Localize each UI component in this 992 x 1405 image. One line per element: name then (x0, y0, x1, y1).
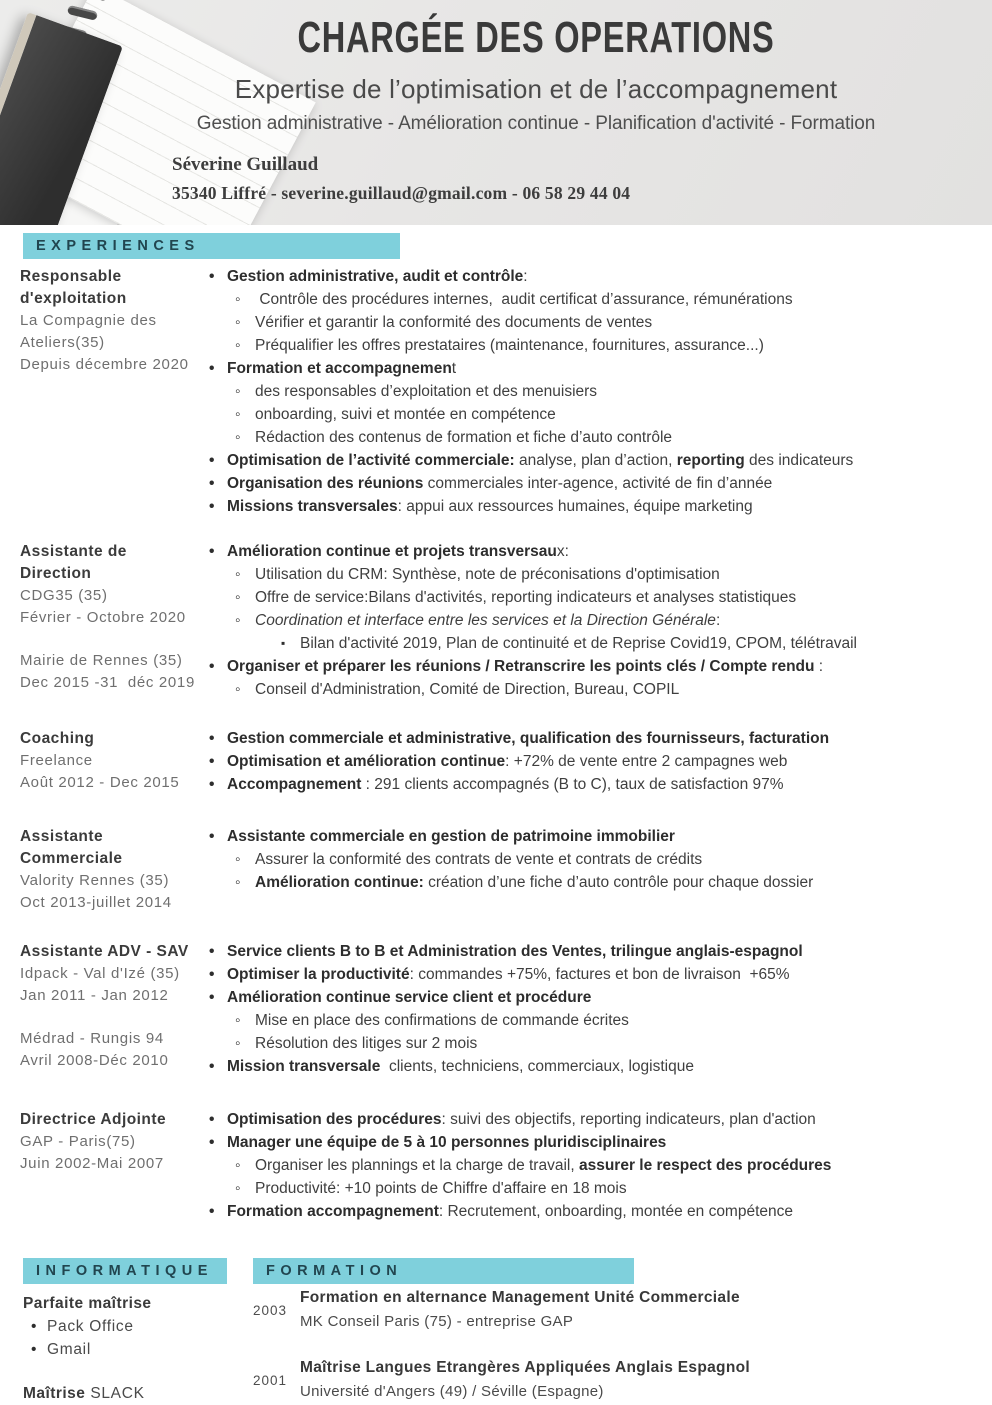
employer-group (20, 1028, 202, 1072)
informatique-level2 (23, 1382, 253, 1405)
text-segment: Vérifier et garantir la conformité des documents de ventes (255, 314, 653, 331)
experience-bullets (202, 1108, 992, 1223)
bullet-line (202, 1055, 992, 1078)
text-segment: des responsables d’exploitation et des menuisiers (255, 383, 598, 400)
text-segment: : suivi des objectifs, reporting indicateurs, plan d'action (441, 1111, 816, 1128)
bullet-line (202, 449, 992, 472)
bullet-line (202, 265, 992, 288)
employer-group (20, 1109, 202, 1175)
contact-line: 35340 Liffré - severine.guillaud@gmail.com - 06 58 29 44 04 (172, 183, 631, 203)
bullet-line (202, 1131, 992, 1154)
text-segment: Résolution des litiges sur 2 mois (255, 1035, 478, 1052)
bullet-line (202, 1200, 992, 1223)
experience-bullets (202, 540, 992, 701)
formation-row (253, 1357, 992, 1403)
text-segment: Organiser les plannings et la charge de travail, (255, 1157, 579, 1174)
informatique-level2-label: Maîtrise (23, 1385, 86, 1402)
job-detail: Jan 2011 - Jan 2012 (20, 987, 169, 1004)
text-segment: création d’une fiche d’auto contrôle pour chaque dossier (423, 874, 814, 891)
formation-text (300, 1287, 740, 1333)
experience-bullets (202, 727, 992, 796)
job-detail: Freelance (20, 752, 93, 769)
experience-sections (0, 265, 992, 1223)
bullet-line (202, 1177, 992, 1200)
experience-sidebar (20, 727, 202, 796)
bullet-line (202, 311, 992, 334)
job-detail: CDG35 (35) (20, 587, 108, 604)
text-segment: Formation accompagnement (227, 1203, 439, 1220)
text-segment: x: (556, 543, 569, 560)
text-segment: clients, techniciens, commerciaux, logistique (380, 1058, 694, 1075)
job-title: Responsable (20, 268, 122, 285)
text-segment: : (814, 658, 824, 675)
text-segment: Préqualifier les offres prestataires (maintenance, fournitures, assurance...) (255, 337, 764, 354)
bullet-line (202, 1108, 992, 1131)
formation-heading: FORMATION (253, 1258, 634, 1284)
text-segment: Contrôle des procédures internes, audit certificat d’assurance, rémunérations (255, 291, 793, 308)
text-segment: Mission transversale (227, 1058, 381, 1075)
tool-item: • Gmail (23, 1338, 253, 1361)
text-segment: Bilan d'activité 2019, Plan de continuité et de Reprise Covid19, CPOM, télétravail (300, 635, 857, 652)
text-segment: Optimisation et amélioration continue (227, 753, 506, 770)
bullet-line (202, 986, 992, 1009)
text-segment: commerciales inter-agence, activité de fin d’année (423, 475, 773, 492)
experience-item (20, 727, 992, 796)
text-segment: reporting (676, 452, 745, 469)
candidate-name: Séverine Guillaud (172, 154, 319, 175)
job-title: Assistante Commerciale (20, 828, 123, 867)
formation-row (253, 1287, 992, 1333)
page-subtitle: Expertise de l’optimisation et de l’accompagnement (234, 74, 838, 104)
text-segment: : (715, 612, 721, 629)
text-segment: Formation et accompagnemen (227, 360, 452, 377)
experience-sidebar (20, 940, 202, 1078)
bullet-line (202, 632, 992, 655)
bullet-line (202, 334, 992, 357)
text-segment: Optimisation des procédures (227, 1111, 442, 1128)
bullet-line (202, 1032, 992, 1055)
informatique-level2-value: SLACK (85, 1385, 145, 1402)
experiences-heading: EXPERIENCES (23, 233, 400, 259)
bullet-line (202, 380, 992, 403)
job-detail: Oct 2013-juillet 2014 (20, 894, 172, 911)
text-segment: Assurer la conformité des contrats de vente et contrats de crédits (255, 851, 703, 868)
text-segment: Organiser et préparer les réunions / Retranscrire les points clés / Compte rendu (227, 658, 815, 675)
job-detail: Ateliers(35) (20, 334, 105, 351)
text-segment: Productivité: +10 points de Chiffre d'affaire en 18 mois (255, 1180, 627, 1197)
bullet-line (202, 426, 992, 449)
text-segment: Gestion administrative, audit et contrôle (227, 268, 524, 285)
employer-group (20, 266, 202, 376)
experience-sidebar (20, 825, 202, 914)
experience-sidebar (20, 1108, 202, 1223)
text-segment: : 291 clients accompagnés (B to C), taux de satisfaction 97% (361, 776, 784, 793)
text-segment: : appui aux ressources humaines, équipe marketing (397, 498, 753, 515)
formation-title: Formation en alternance Management Unité Commerciale (300, 1289, 740, 1306)
bullet-line (202, 403, 992, 426)
bullet-line (202, 940, 992, 963)
job-detail: Dec 2015 -31 déc 2019 (20, 674, 195, 691)
job-detail: Valority Rennes (35) (20, 872, 170, 889)
experience-bullets (202, 940, 992, 1078)
experience-item (20, 265, 992, 518)
job-detail: Février - Octobre 2020 (20, 609, 186, 626)
bullet-line (202, 609, 992, 632)
text-segment: Mise en place des confirmations de commande écrites (255, 1012, 629, 1029)
text-segment: : Recrutement, onboarding, montée en compétence (438, 1203, 794, 1220)
page-tagline: Gestion administrative - Amélioration continue - Planification d'activité - Formation (196, 113, 876, 134)
employer-group (20, 650, 202, 694)
employer-group (20, 541, 202, 629)
bullet-line (202, 750, 992, 773)
job-title: d'exploitation (20, 290, 127, 307)
job-detail: Avril 2008-Déc 2010 (20, 1052, 169, 1069)
text-segment: Optimisation de l’activité commerciale: (227, 452, 515, 469)
job-detail: Août 2012 - Dec 2015 (20, 774, 180, 791)
bottom-area (0, 1258, 992, 1405)
text-segment: Amélioration continue et projets transversau (227, 543, 557, 560)
formation-year: 2001 (253, 1373, 288, 1388)
text-segment: Utilisation du CRM: Synthèse, note de préconisations d'optimisation (255, 566, 720, 583)
formation-rows (253, 1287, 992, 1403)
bullet-line (202, 871, 992, 894)
job-detail: Médrad - Rungis 94 (20, 1030, 164, 1047)
employer-group (20, 728, 202, 794)
experience-bullets (202, 825, 992, 914)
text-segment: des indicateurs (744, 452, 854, 469)
text-segment: Optimiser la productivité (227, 966, 410, 983)
experience-sidebar (20, 540, 202, 701)
bullet-line (202, 540, 992, 563)
informatique-section (23, 1258, 253, 1405)
header-text (80, 0, 992, 135)
experience-item (20, 1108, 992, 1223)
job-detail: GAP - Paris(75) (20, 1133, 136, 1150)
experience-sidebar (20, 265, 202, 518)
text-segment: Manager une équipe de 5 à 10 personnes pluridisciplinaires (227, 1134, 667, 1151)
text-segment: Service clients B to B et Administration des Ventes, trilingue anglais-espagnol (227, 943, 803, 960)
text-segment: : (523, 268, 528, 285)
job-detail: Mairie de Rennes (35) (20, 652, 183, 669)
bullet-line (202, 848, 992, 871)
header (0, 0, 992, 225)
employer-group (20, 826, 202, 914)
employer-group (20, 941, 202, 1007)
text-segment: Gestion commerciale et administrative, qualification des fournisseurs, facturation (227, 730, 830, 747)
text-segment: Amélioration continue service client et procédure (227, 989, 592, 1006)
bullet-line (202, 655, 992, 678)
text-segment: Amélioration continue: (255, 874, 424, 891)
page-title: CHARGÉE DES OPERATIONS (297, 13, 775, 62)
bullet-line (202, 563, 992, 586)
bullet-line (202, 586, 992, 609)
informatique-heading: INFORMATIQUE (23, 1258, 227, 1284)
bullet-line (202, 678, 992, 701)
job-detail: La Compagnie des (20, 312, 157, 329)
text-segment: Assistante commerciale en gestion de patrimoine immobilier (227, 828, 675, 845)
experience-item (20, 825, 992, 914)
experience-bullets (202, 265, 992, 518)
formation-year: 2003 (253, 1303, 288, 1318)
informatique-level1-label: Parfaite maîtrise (23, 1295, 152, 1312)
bullet-line (202, 472, 992, 495)
text-segment: Rédaction des contenus de formation et fiche d’auto contrôle (255, 429, 673, 446)
job-title: Assistante de Direction (20, 543, 127, 582)
bullet-line (202, 825, 992, 848)
job-detail: Depuis décembre 2020 (20, 356, 189, 373)
bullet-line (202, 495, 992, 518)
formation-section (253, 1258, 992, 1405)
bullet-line (202, 963, 992, 986)
formation-title: Maîtrise Langues Etrangères Appliquées Anglais Espagnol (300, 1359, 751, 1376)
experience-item (20, 540, 992, 701)
bullet-line (202, 773, 992, 796)
informatique-tools (23, 1315, 253, 1361)
bullet-line (202, 1009, 992, 1032)
tool-item: • Pack Office (23, 1315, 253, 1338)
job-title: Directrice Adjointe (20, 1111, 167, 1128)
bullet-line (202, 1154, 992, 1177)
text-segment: Offre de service:Bilans d'activités, reporting indicateurs et analyses statistiques (255, 589, 797, 606)
text-segment: assurer le respect des procédures (578, 1157, 832, 1174)
job-detail: Idpack - Val d'Izé (35) (20, 965, 180, 982)
job-title: Coaching (20, 730, 95, 747)
text-segment: t (451, 360, 457, 377)
bullet-line (202, 357, 992, 380)
identity-block (172, 153, 630, 205)
bullet-line (202, 727, 992, 750)
formation-text (300, 1357, 750, 1403)
text-segment: Missions transversales (227, 498, 398, 515)
job-title: Assistante ADV - SAV (20, 943, 189, 960)
bullet-line (202, 288, 992, 311)
experience-item (20, 940, 992, 1078)
text-segment: analyse, plan d’action, (514, 452, 677, 469)
formation-detail: MK Conseil Paris (75) - entreprise GAP (300, 1313, 574, 1330)
text-segment: onboarding, suivi et montée en compétence (255, 406, 556, 423)
text-segment: : commandes +75%, factures et bon de livraison +65% (409, 966, 790, 983)
text-segment: Organisation des réunions (227, 475, 424, 492)
text-segment: Conseil d'Administration, Comité de Direction, Bureau, COPIL (255, 681, 680, 698)
job-detail: Juin 2002-Mai 2007 (20, 1155, 164, 1172)
text-segment: : +72% de vente entre 2 campagnes web (505, 753, 788, 770)
text-segment: Coordination et interface entre les services et la Direction Générale (255, 612, 716, 629)
formation-detail: Université d'Angers (49) / Séville (Espagne) (300, 1383, 604, 1400)
text-segment: Accompagnement (227, 776, 362, 793)
